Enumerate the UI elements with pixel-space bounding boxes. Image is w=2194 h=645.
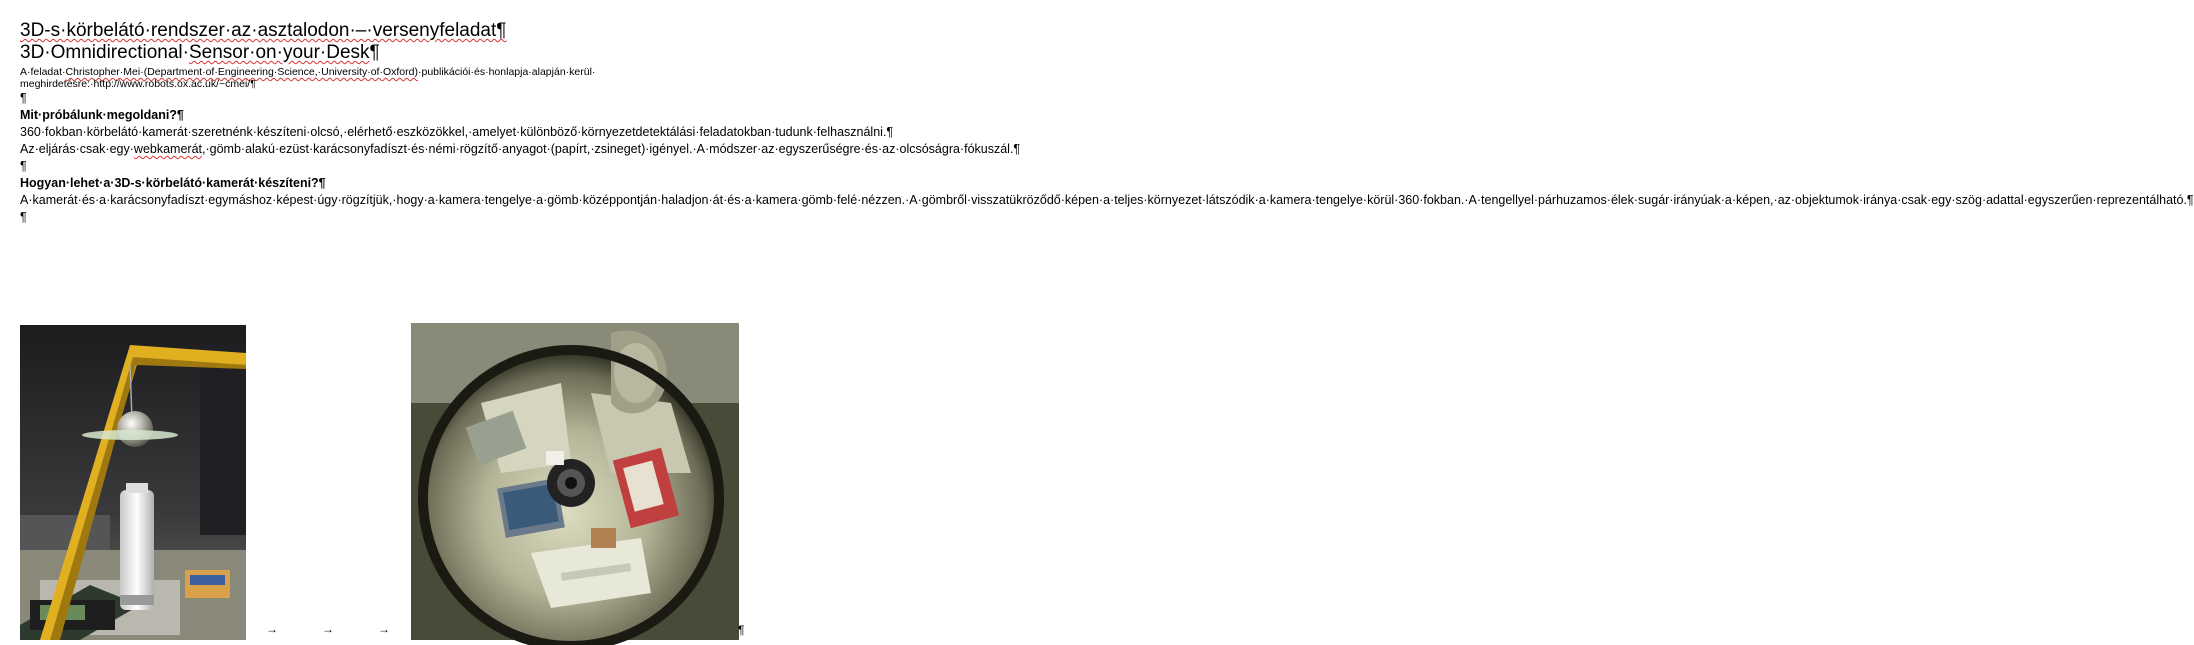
tab-mark-1: → [266,622,278,636]
intro-line [20,66,765,90]
intro-author: Christopher·Mei·(Department·of·Engineering·Science,·University·of·Oxford) [65,66,418,78]
p2-part-c: ,·gömb·alakú·ezüst·karácsonyfadíszt·és·némi·rögzítő·anyagot·(papírt,·zsineget)·igényel.·A·módszer·az·egyszerűségre·és·az·olcsóságra·fókuszál.¶ [202,142,1021,156]
intro-part-a: A·feladat· [20,66,66,78]
title-hu-text: 3D-s·körbelátó·rendszer·az·asztalodon·–·versenyfeladat¶ [20,20,507,41]
blank-paragraph-2: ¶ [20,159,27,173]
title-english [20,42,765,64]
document-page [20,20,2194,226]
blank-paragraph-3: ¶ [20,210,27,224]
title-en-part-b: Sensor·on·your·Desk [188,42,370,63]
photo-omnidirectional-image [411,323,739,640]
end-paragraph-mark: ¶ [738,623,745,637]
tab-mark-3: → [378,622,390,636]
photo-setup-image [20,325,246,640]
omni-photo-drawing [411,323,739,640]
title-en-part-c: ¶ [369,42,380,63]
heading-how: Hogyan·lehet·a·3D-s·körbelátó·kamerát·készíteni?¶ [20,176,326,190]
paragraph-2 [20,141,1021,158]
heading-what: Mit·próbálunk·megoldani?¶ [20,108,184,122]
p2-part-a: Az·eljárás·csak·egy· [20,142,134,156]
tab-mark-2: → [322,622,334,636]
p2-webcam: webkamerát [133,142,203,156]
intro-url[interactable]: meghirdetésre:·http://www.robots.ox.ac.uk/~cmei/¶ [20,78,256,90]
title-en-part-a: 3D·Omnidirectional· [20,42,189,63]
title-hungarian [20,20,765,42]
setup-photo-drawing [20,325,246,640]
paragraph-3: A·kamerát·és·a·karácsonyfadíszt·egymáshoz·képest·úgy·rögzítjük,·hogy·a·kamera·tengelye·a·gömb·középpontján·haladjon·át·és·a·kamera·gömb·felé·nézzen.·A·gömbről·visszatükröződő·képen·a·teljes·környezet·látszódik·a·kamera·tengelye·körül·360·fokban.·A·tengellyel·párhuzamos·élek·sugár·irányúak·a·képen,·az·objektumok·iránya·csak·egy·szög·adattal·egyszerűen·reprezentálható.¶ [20,193,2194,207]
paragraph-1: 360·fokban·körbelátó·kamerát·szeretnénk·készíteni·olcsó,·elérhető·eszközökkel,·amelyet·különböző·környezetdetektálási·feladatokban·tudunk·felhasználni.¶ [20,125,894,139]
intro-part-c: ·publikációi·és·honlapja·alapján·kerül· [417,66,596,78]
blank-paragraph-1: ¶ [20,91,27,105]
